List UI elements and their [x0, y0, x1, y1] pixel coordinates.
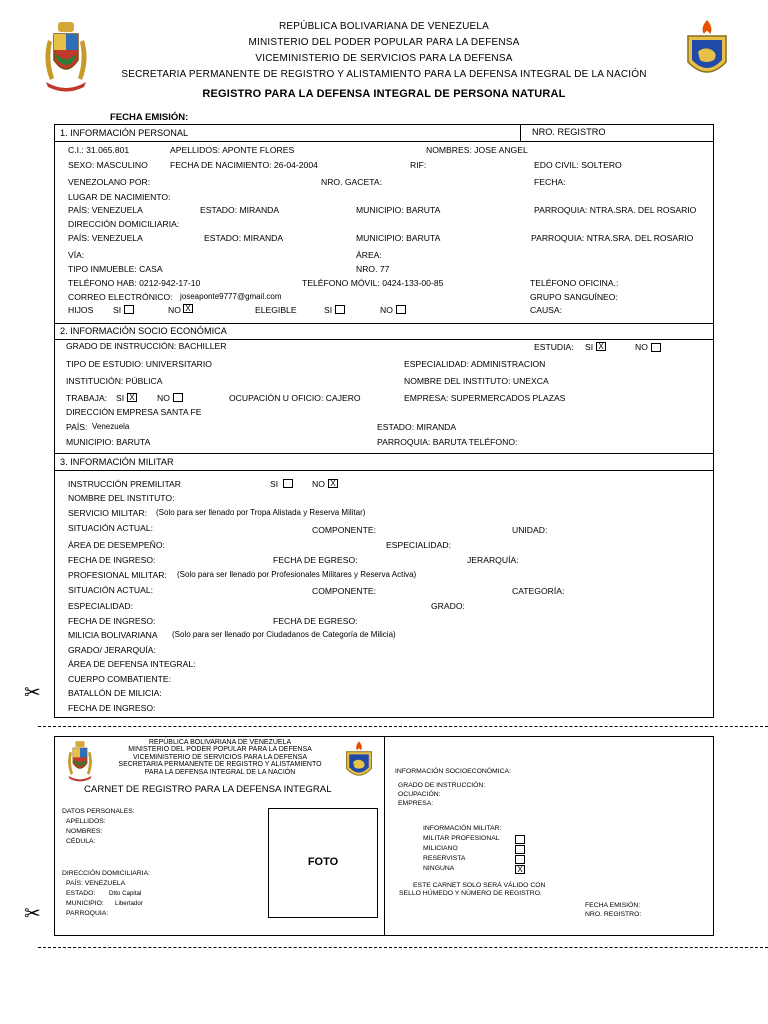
via-field: VÍA:	[68, 250, 85, 260]
situacion-actual-2-field: SITUACIÓN ACTUAL:	[68, 585, 153, 595]
hijos-label: HIJOS	[68, 305, 94, 315]
carnet-coat-of-arms-logo	[64, 740, 96, 784]
estudia-no-label: NO	[635, 342, 648, 352]
milicia-bolivariana-label: MILICIA BOLIVARIANA	[68, 630, 158, 640]
estado-empresa-field: ESTADO: MIRANDA	[377, 422, 457, 432]
premilitar-no-label: NO	[312, 479, 325, 489]
reservista-label: RESERVISTA	[423, 855, 466, 862]
profesional-militar-label: PROFESIONAL MILITAR:	[68, 570, 167, 580]
carnet-military-emblem-logo	[344, 740, 374, 783]
trabaja-no-label: NO	[157, 393, 170, 403]
empresa-field: EMPRESA: SUPERMERCADOS PLAZAS	[404, 393, 566, 403]
header-line-republica: REPÚBLICA BOLIVARIANA DE VENEZUELA	[278, 21, 490, 32]
componente-2-field: COMPONENTE:	[312, 586, 376, 596]
situacion-actual-1-field: SITUACIÓN ACTUAL:	[68, 523, 153, 533]
instruccion-premilitar-label: INSTRUCCIÓN PREMILITAR	[68, 479, 181, 489]
carnet-direccion-label: DIRECCIÓN DOMICILIARIA:	[62, 870, 150, 877]
hijos-no-checkbox[interactable]: X	[183, 304, 193, 313]
tipo-estudio-field: TIPO DE ESTUDIO: UNIVERSITARIO	[66, 359, 212, 369]
fecha-egreso-1-field: FECHA DE EGRESO:	[273, 555, 358, 565]
municipio-domicilio-field: MUNICIPIO: BARUTA	[356, 233, 441, 243]
scissors-icon: ✂	[24, 903, 41, 925]
header-line-viceministerio: VICEMINISTERIO DE SERVICIOS PARA LA DEFENSA	[255, 53, 513, 64]
trabaja-si-checkbox[interactable]: X	[127, 393, 137, 402]
ocupacion-field: OCUPACIÓN U OFICIO: CAJERO	[229, 393, 361, 403]
miliciano-checkbox[interactable]	[515, 845, 525, 854]
carnet-estado-label: ESTADO:	[66, 890, 96, 897]
grado-jerarquia-field: GRADO/ JERARQUÍA:	[68, 645, 156, 655]
telefono-movil-field: TELÉFONO MÓVIL: 0424-133-00-85	[302, 278, 444, 288]
header-line-secretaria: SECRETARIA PERMANENTE DE REGISTRO Y ALISTAMIENTO PARA LA DEFENSA INTEGRAL DE LA NACIÓN	[121, 69, 647, 80]
fecha-egreso-2-field: FECHA DE EGRESO:	[273, 616, 358, 626]
trabaja-label: TRABAJA:	[66, 393, 108, 403]
parroquia-empresa-field: PARROQUIA: BARUTA TELÉFONO:	[377, 437, 518, 447]
premilitar-si-label: SI	[270, 479, 279, 489]
unidad-field: UNIDAD:	[512, 525, 548, 535]
carnet-header-viceministerio: VICEMINISTERIO DE SERVICIOS PARA LA DEFENSA	[132, 754, 307, 761]
grupo-sanguineo-field: GRUPO SANGUÍNEO:	[530, 292, 618, 302]
municipio-nacimiento-field: MUNICIPIO: BARUTA	[356, 205, 441, 215]
elegible-si-label: SI	[324, 305, 333, 315]
carnet-apellidos-field: APELLIDOS:	[66, 818, 106, 825]
hijos-no-label: NO	[168, 305, 181, 315]
institucion-field: INSTITUCIÓN: PÚBLICA	[66, 376, 163, 386]
sexo-field: SEXO: MASCULINO	[68, 160, 148, 170]
carnet-grado-instruccion-field: GRADO DE INSTRUCCIÓN:	[398, 782, 486, 789]
carnet-pais-field: PAÍS: VENEZUELA	[66, 880, 126, 887]
carnet-datos-personales-label: DATOS PERSONALES:	[62, 808, 135, 815]
section-title-militar: 3. INFORMACIÓN MILITAR	[60, 457, 174, 467]
reservista-checkbox[interactable]	[515, 855, 525, 864]
elegible-label: ELEGIBLE	[255, 305, 297, 315]
cut-line	[38, 947, 768, 948]
estado-domicilio-field: ESTADO: MIRANDA	[204, 233, 284, 243]
fecha-ingreso-2-field: FECHA DE INGRESO:	[68, 616, 156, 626]
carnet-header-defensa: PARA LA DEFENSA INTEGRAL DE LA NACIÓN	[144, 769, 296, 776]
nro-field: NRO. 77	[356, 264, 390, 274]
especialidad-field: ESPECIALIDAD: ADMINISTRACION	[404, 359, 546, 369]
carnet-info-socio-label: INFORMACIÓN SOCIOECONÓMICA:	[395, 768, 511, 775]
especialidad-2-field: ESPECIALIDAD:	[68, 601, 133, 611]
venezolano-por-field: VENEZOLANO POR:	[68, 177, 151, 187]
area-defensa-integral-field: ÁREA DE DEFENSA INTEGRAL:	[68, 659, 196, 669]
estado-nacimiento-field: ESTADO: MIRANDA	[200, 205, 280, 215]
estudia-label: ESTUDIA:	[534, 342, 574, 352]
telefono-oficina-field: TELÉFONO OFICINA.:	[530, 278, 619, 288]
elegible-no-label: NO	[380, 305, 393, 315]
carnet-ocupacion-field: OCUPACIÓN:	[398, 791, 441, 798]
hijos-si-label: SI	[113, 305, 122, 315]
carnet-municipio-label: MUNICIPIO:	[66, 900, 104, 907]
fecha-ingreso-3-field: FECHA DE INGRESO:	[68, 703, 156, 713]
especialidad-1-field: ESPECIALIDAD:	[386, 540, 451, 550]
milicia-bolivariana-note: (Solo para ser llenado por Ciudadanos de Categoría de Milicia)	[172, 630, 396, 639]
fecha-field: FECHA:	[534, 177, 566, 187]
miliciano-label: MILICIANO	[423, 845, 458, 852]
pais-empresa-value: Venezuela	[92, 422, 130, 431]
divider	[54, 339, 714, 340]
carnet-title: CARNET DE REGISTRO PARA LA DEFENSA INTEGRAL	[84, 784, 332, 795]
carnet-fold-line	[384, 736, 385, 936]
nro-registro-label: NRO. REGISTRO	[532, 127, 606, 137]
batallon-milicia-field: BATALLÓN DE MILICIA:	[68, 688, 162, 698]
militar-profesional-label: MILITAR PROFESIONAL	[423, 835, 500, 842]
trabaja-si-label: SI	[116, 393, 125, 403]
parroquia-domicilio-field: PARROQUIA: NTRA.SRA. DEL ROSARIO	[531, 233, 694, 243]
carnet-info-militar-label: INFORMACIÓN MILITAR:	[423, 825, 502, 832]
carnet-cedula-field: CÉDULA:	[66, 838, 96, 845]
ninguna-label: NINGUNA	[423, 865, 455, 872]
correo-value: joseaponte9777@gmail.com	[180, 292, 282, 301]
fecha-ingreso-1-field: FECHA DE INGRESO:	[68, 555, 156, 565]
causa-field: CAUSA:	[530, 305, 562, 315]
carnet-nombres-field: NOMBRES:	[66, 828, 103, 835]
correo-label: CORREO ELECTRÓNICO:	[68, 292, 173, 302]
premilitar-si-checkbox[interactable]	[283, 479, 293, 488]
pais-domicilio-field: PAÍS: VENEZUELA	[68, 233, 143, 243]
grado-instruccion-field: GRADO DE INSTRUCCIÓN: BACHILLER	[66, 341, 227, 351]
divider	[54, 470, 714, 471]
estudia-si-label: SI	[585, 342, 594, 352]
section-title-personal: 1. INFORMACIÓN PERSONAL	[60, 128, 189, 138]
nombre-instituto-field: NOMBRE DEL INSTITUTO: UNEXCA	[404, 376, 549, 386]
validez-line-1: ESTE CARNET SOLO SERÁ VÁLIDO CON	[413, 882, 546, 889]
fecha-nacimiento-field: FECHA DE NACIMIENTO: 26-04-2004	[170, 160, 318, 170]
divider	[54, 141, 714, 142]
categoria-field: CATEGORÍA:	[512, 586, 565, 596]
ci-field: C.I.: 31.065.801	[68, 145, 130, 155]
ninguna-checkbox[interactable]: X	[515, 865, 525, 874]
carnet-empresa-field: EMPRESA:	[398, 800, 434, 807]
direccion-domiciliaria-label: DIRECCIÓN DOMICILIARIA:	[68, 219, 180, 229]
estudia-no-checkbox[interactable]	[651, 343, 661, 352]
grado-field: GRADO:	[431, 601, 465, 611]
servicio-militar-label: SERVICIO MILITAR:	[68, 508, 147, 518]
edo-civil-field: EDO CIVIL: SOLTERO	[534, 160, 622, 170]
nro-gaceta-field: NRO. GACETA:	[321, 177, 382, 187]
carnet-parroquia-field: PARROQUIA:	[66, 910, 109, 917]
elegible-si-checkbox[interactable]	[335, 305, 345, 314]
divider	[54, 323, 714, 324]
trabaja-no-checkbox[interactable]	[173, 393, 183, 402]
jerarquia-field: JERARQUÍA:	[467, 555, 519, 565]
lugar-nacimiento-label: LUGAR DE NACIMIENTO:	[68, 192, 171, 202]
section-title-socioeconomica: 2. INFORMACIÓN SOCIO ECONÓMICA	[60, 326, 227, 336]
validez-line-2: SELLO HÚMEDO Y NÚMERO DE REGISTRO.	[399, 890, 542, 897]
tipo-inmueble-field: TIPO INMUEBLE: CASA	[68, 264, 163, 274]
telefono-hab-field: TELÉFONO HAB: 0212-942-17-10	[68, 278, 201, 288]
rif-field: RIF:	[410, 160, 427, 170]
direccion-empresa-field: DIRECCIÓN EMPRESA SANTA FE	[66, 407, 202, 417]
area-desempeno-field: ÁREA DE DESEMPEÑO:	[68, 540, 165, 550]
pais-nacimiento-field: PAÍS: VENEZUELA	[68, 205, 143, 215]
document-title: REGISTRO PARA LA DEFENSA INTEGRAL DE PERSONA NATURAL	[202, 88, 566, 100]
scissors-icon: ✂	[24, 682, 41, 704]
pais-empresa-label: PAÍS:	[66, 422, 88, 432]
divider	[520, 124, 521, 142]
carnet-fecha-emision-field: FECHA EMISIÓN:	[585, 902, 641, 909]
carnet-header-republica: REPÚBLICA BOLIVARIANA DE VENEZUELA	[148, 739, 292, 746]
militar-profesional-checkbox[interactable]	[515, 835, 525, 844]
nombre-instituto-militar-field: NOMBRE DEL INSTITUTO:	[68, 493, 175, 503]
profesional-militar-note: (Solo para ser llenado por Profesionales Militares y Reserva Activa)	[177, 570, 417, 579]
carnet-nro-registro-field: NRO. REGISTRO:	[585, 911, 642, 918]
header-line-ministerio: MINISTERIO DEL PODER POPULAR PARA LA DEFENSA	[248, 37, 520, 48]
municipio-empresa-field: MUNICIPIO: BARUTA	[66, 437, 151, 447]
elegible-no-checkbox[interactable]	[396, 305, 406, 314]
fecha-emision-label: FECHA EMISIÓN:	[110, 112, 189, 123]
carnet-municipio-value: Libertador	[115, 900, 143, 907]
estudia-si-checkbox[interactable]: X	[596, 342, 606, 351]
area-field: ÁREA:	[356, 250, 382, 260]
apellidos-field: APELLIDOS: APONTE FLORES	[170, 145, 295, 155]
parroquia-nacimiento-field: PARROQUIA: NTRA.SRA. DEL ROSARIO	[534, 205, 697, 215]
carnet-header-ministerio: MINISTERIO DEL PODER POPULAR PARA LA DEFENSA	[128, 746, 312, 753]
componente-1-field: COMPONENTE:	[312, 525, 376, 535]
divider	[54, 453, 714, 454]
servicio-militar-note: (Solo para ser llenado por Tropa Alistada y Reserva Militar)	[156, 508, 366, 517]
photo-label: FOTO	[307, 856, 339, 868]
carnet-header-secretaria: SECRETARIA PERMANENTE DE REGISTRO Y ALISTAMIENTO	[118, 761, 322, 768]
carnet-estado-value: Dtto Capital	[109, 890, 142, 897]
cut-line	[38, 726, 768, 727]
premilitar-no-checkbox[interactable]: X	[328, 479, 338, 488]
hijos-si-checkbox[interactable]	[124, 305, 134, 314]
nombres-field: NOMBRES: JOSE ANGEL	[426, 145, 528, 155]
cuerpo-combatiente-field: CUERPO COMBATIENTE:	[68, 674, 171, 684]
